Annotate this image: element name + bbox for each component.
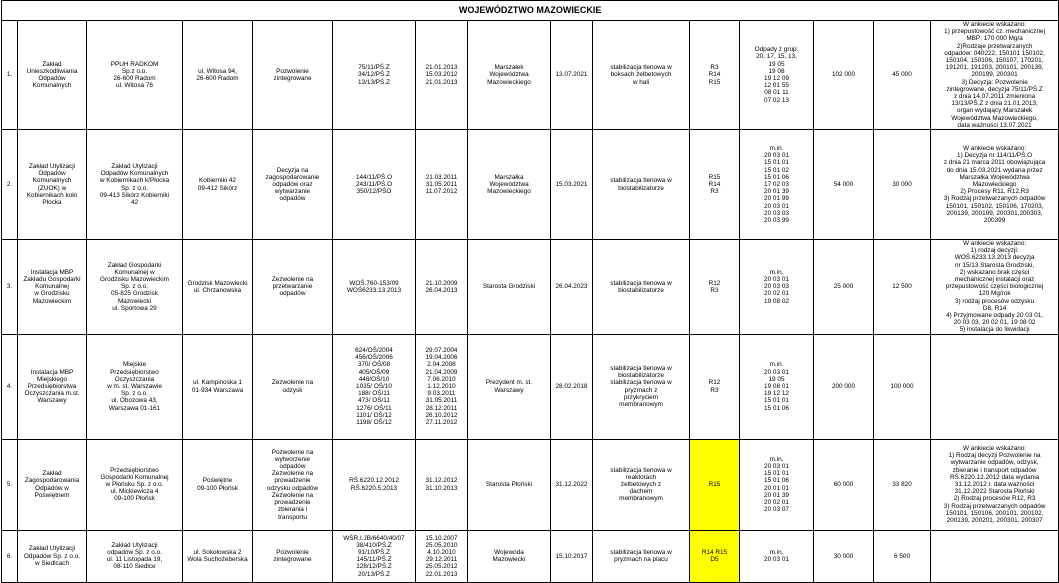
capacity-cell: 30 000 [814,530,874,582]
address-cell: ul. Kampinoska 1 01-934 Warszawa [183,334,253,439]
permit-number-cell: WOŚ.760-153/09 WOŚ6233.13.2013 [333,240,416,335]
process-cell: stabilizacja tlenowa w biostabilizatorze [593,240,690,335]
capacity-bio-cell: 33 820 [874,439,931,530]
authority-cell: Starosta Grodziski [468,240,551,335]
permit-number-cell: 75/11/PŚ.Z 34/12/PŚ.Z 13/13/PŚ.Z [333,21,416,130]
method-cell: R3 R14 R15 [690,21,740,130]
permit-number-cell: 624/OŚ/2004 456/OŚ/2006 370/ OŚ/08 405/OŚ/09 448/OŚ/10 1035/ OŚ/10 188/ OŚ/11 473/ OŚ/11 1276/ OŚ/11 1101/ OŚ/12 1198/ OŚ/12 [333,334,416,439]
permit-number-cell: RŚ.6220.12.2012 RŚ.6220.5.2013 [333,439,416,530]
method-cell: R15 [690,439,740,530]
permit-type-cell: Pozwolenie na wytworzenie odpadów Zezwolenie na prowadzenie odzysku odpadów Zezwolenie na prowadzenie zbierania i transportu [253,439,333,530]
permit-type-cell: Zezwolenie na odzysk [253,334,333,439]
decision-date-cell: 28.02.2018 [551,334,593,439]
table-header: WOJEWÓDZTWO MAZOWIECKIE [2,1,1059,21]
notes-cell: W ankiecie wskazano: 1) Decyzja nr 114/11/PŚ.O z dnia 21 marca 2011 obowiązująca do dnia 15.03.2021 wydana przez Marszałka Województwa Mazowieckiego 2) Procesy R11, R12,R3 3) Rodzaj przetwarzanych odpadów 150101, 150102, 150106, 170203, 200139, 200199, 200301,200303, 200399 [931,130,1059,240]
address-cell: Kobierniki 42 09-412 Sikórz [183,130,253,240]
authority-cell: Starosta Płoński [468,439,551,530]
notes-cell: W ankiecie wskazano: 1) Rodzaj decyzji Pozwolenie na wytwarzanie odpadów, odzysk, zbieranie i transport odpadów RŚ.6220.12.2012 data wydania 31.12.2012 r. data ważności 31.12.2022 Starosta Płoński 2) Rodzaj procesów R12, R3 3) Rodzaj przetwarzanych odpadów 150101, 150106, 200101, 200102, 200139, 200201, 200301, 200307 [931,439,1059,530]
lp-cell: 1. [2,21,18,130]
address-cell: ul. Sokołowska 2 Wola Suchożeberska [183,530,253,582]
capacity-cell: 60 000 [814,439,874,530]
address-cell: Poświętne 09-100 Płońsk [183,439,253,530]
lp-cell: 3. [2,240,18,335]
facility-name-cell: Zakład Utylizacji Odpadów Komunalnych (ZUOK) w Kobiernikach koło Płocka [18,130,87,240]
capacity-cell: 25 000 [814,240,874,335]
process-cell: stabilizacja tlenowa w biostabilizatorze stabilizacja tlenowa w pryzmach z przykryciem membranowym [593,334,690,439]
capacity-cell: 200 000 [814,334,874,439]
permit-number-cell: WŚR.I.JB/6640/40/07 38/410/PŚ.Z 91/10/PŚ.Z 145/11/PŚ.Z 128/12/PŚ.Z 20/13/PŚ.Z [333,530,416,582]
permit-type-cell: Zezwolenie na przetwarzanie odpadów [253,240,333,335]
capacity-bio-cell: 45 000 [874,21,931,130]
permit-date-cell: 31.12.2012 31.10.2013 [416,439,468,530]
notes-cell [931,530,1059,582]
waste-codes-cell: m.in. 20 03 01 15 01 01 15 01 06 20 01 01 20 01 39 20 02 01 20 03 07 [740,439,814,530]
decision-date-cell: 13.07.2021 [551,21,593,130]
permit-number-cell: 144/11/PŚ.O 243/11/PŚ.O 350/12/PŚO [333,130,416,240]
table-row [2,530,1059,582]
facility-name-cell: Zakład Unieszkodliwiania Odpadów Komunalnych [18,21,87,130]
authority-cell: Marszałka Województwa Mazowieckiego [468,130,551,240]
table-row [2,334,1059,439]
notes-cell [931,334,1059,439]
owner-cell: PPUH RADKOM Sp.z o.o. 26-600 Radom ul. Witosa 76 [87,21,183,130]
decision-date-cell: 15.03.2021 [551,130,593,240]
decision-date-cell: 15.10.2017 [551,530,593,582]
table-row [2,130,1059,240]
owner-cell: Zakład Gospodarki Komunalnej w Grodzisku Mazowieckim Sp. z o.o. 05-825 Grodzisk Mazowiecki ul. Sportowa 29 [87,240,183,335]
capacity-cell: 54 000 [814,130,874,240]
notes-cell: W ankiecie wskazano: 1) rodzaj decyzji: WOŚ.6233.13.2013 decyzja nr 15/13 Starosta Grodziski, 2) wskazano brak części mechanicznej instalacji oraz przepustowość części biologicznej 120 Mg/rok 3) rodzaj procesów odzysku D8, R14 4) Przyjmowane odpady 20 03 01, 20 03 03, 20 02 01, 19 08 02 5) instalacja do likwidacji [931,240,1059,335]
owner-cell: Zakład Utylizacji odpadów Sp. z o.o. ul. 11 Listopada 19, 08-110 Siedlce [87,530,183,582]
capacity-bio-cell: 6 500 [874,530,931,582]
process-cell: stabilizacja tlenowa w boksach żelbetowych w hali [593,21,690,130]
waste-codes-cell: m.in. 20 03 01 [740,530,814,582]
waste-codes-cell: m.in. 20 03 01 20 03 03 20 02 01 19 08 02 [740,240,814,335]
owner-cell: Miejskie Przedsiębiorstwo Oczyszczania w m. st. Warszawie Sp. z o.o. ul. Obozowa 43, Warszawa 01-161 [87,334,183,439]
capacity-bio-cell: 100 000 [874,334,931,439]
address-cell: ul. Witosa 94, 26-600 Radom [183,21,253,130]
method-cell: R12 R3 [690,334,740,439]
authority-cell: Wojewoda Mazowiecki [468,530,551,582]
process-cell: stabilizacja tlenowa w pryzmach na placu [593,530,690,582]
lp-cell: 6. [2,530,18,582]
decision-date-cell: 31.12.2022 [551,439,593,530]
capacity-cell: 102 000 [814,21,874,130]
permit-date-cell: 21.03.2011 31.05.2011 11.07.2012 [416,130,468,240]
capacity-bio-cell: 12 500 [874,240,931,335]
notes-cell: W ankiecie wskazano: 1) przepustowość cz. mechanicznej MBP: 170 000 Mg/a 2)Rodzaje przetwarzanych odpadów: 040222, 150101 150102, 150104, 150106, 150107, 170201, 191201, 191203, 200101, 200139, 200199, 200301 3) Decyzja: Pozwolenie zintegrowane, decyzja 75/11/PŚ.Z z dnia 14.07.2011 zmieniona 13/13/PŚ.Z z dnia 21.01.2013, organ wydający Marszałek Województwa Mazowieckiego, data ważności 13.07.2021 [931,21,1059,130]
address-cell: Grodzisk Mazowiecki ul. Chrzanowska [183,240,253,335]
waste-codes-cell: Odpady z grup: 20, 17, 15, 13, 19 05 19 08 19 12 09 12 01 55 08 01 11 07 02 13 [740,21,814,130]
waste-codes-cell: m.in. 20 03 01 15 01 01 15 01 02 15 01 06 17 02 03 20 01 39 20 01 99 20 03 01 20 03 03 20 03 99 [740,130,814,240]
facilities-table [1,0,1059,583]
permit-type-cell: Pozwolenie zintegrowane [253,21,333,130]
table-row [2,240,1059,335]
decision-date-cell: 26.04.2023 [551,240,593,335]
lp-cell: 4. [2,334,18,439]
authority-cell: Prezydent m. st. Warszawy [468,334,551,439]
facility-name-cell: Instalacja MBP Miejskiego Przedsiębiorstwa Oczyszczania m.st. Warszawy [18,334,87,439]
facility-name-cell: Zakład Zagospodarowania Odpadów w Poświętnem [18,439,87,530]
facility-name-cell: Instalacja MBP Zakładu Gospodarki Komunalnej w Grodzisku Mazowieckim [18,240,87,335]
permit-date-cell: 21.01.2013 15.03.2012 21.01.2013 [416,21,468,130]
waste-codes-cell: m.in. 20 03 01 19 05 19 08 01 19 12 12 15 01 01 15 01 06 [740,334,814,439]
permit-date-cell: 15.10.2007 25.05.2010 4.10.2010 29.12.2011 25.05.2012 22.01.2013 [416,530,468,582]
process-cell: stabilizacja tlenowa w reaktorach żelbetowych z dachem membranowym [593,439,690,530]
permit-type-cell: Decyzja na zagospodarowanie odpadów oraz wytwarzanie odpadów [253,130,333,240]
method-cell: R14 R15 D5 [690,530,740,582]
lp-cell: 2. [2,130,18,240]
method-cell: R12 R3 [690,240,740,335]
facility-name-cell: Zakład Utylizacji Odpadów Sp. z o.o. w Siedlcach [18,530,87,582]
permit-date-cell: 21.10.2009 26.04.2013 [416,240,468,335]
process-cell: stabilizacja tlenowa w biostabilizatorze [593,130,690,240]
method-cell: R15 R14 R3 [690,130,740,240]
permit-date-cell: 29.07.2004 19.04.2006 2.04.2008 21.04.2009 7.06.2010 1.12.2010 9.03.2011 31.05.2011 28.12.2011 26.10.2012 27.11.2012 [416,334,468,439]
lp-cell: 5. [2,439,18,530]
table-row [2,21,1059,130]
owner-cell: Zakład Utylizacji Odpadów Komunalnych w Kobiernikach k/Płocka Sp. z o.o. 09-413 Sikórz Kobierniki 42 [87,130,183,240]
permit-type-cell: Pozwolenie zintegrowane [253,530,333,582]
owner-cell: Przedsiębiorstwo Gospodarki Komunalnej w Płońsku Sp. z o.o. ul. Mickiewicza 4 09-100 Płońsk [87,439,183,530]
capacity-bio-cell: 30 000 [874,130,931,240]
table-row [2,439,1059,530]
authority-cell: Marszałek Województwa Mazowieckiego [468,21,551,130]
